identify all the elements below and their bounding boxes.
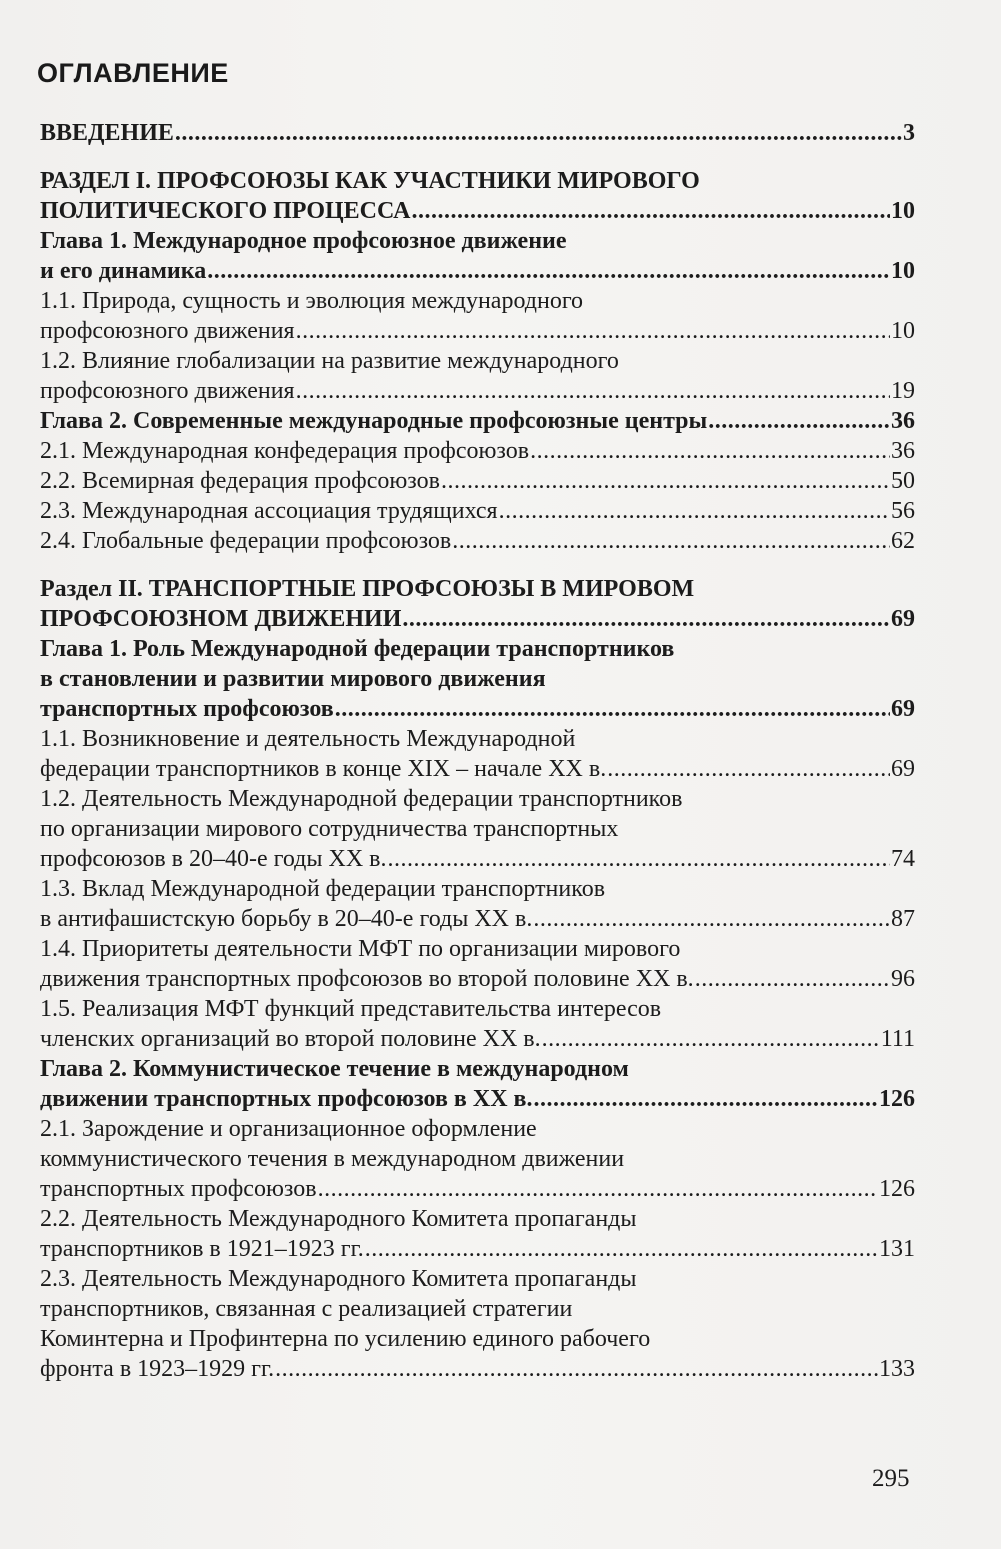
toc-page-number: 126 bbox=[879, 1176, 915, 1202]
toc-entry-leader-row bbox=[40, 844, 915, 874]
toc-entry-line: в антифашистскую борьбу в 20–40-е годы XX в. bbox=[40, 906, 533, 932]
dot-leader bbox=[207, 256, 890, 286]
toc-page-number: 133 bbox=[879, 1356, 915, 1382]
toc-entry bbox=[40, 286, 915, 346]
dot-leader bbox=[695, 964, 890, 994]
toc-entry-leader-row bbox=[40, 964, 915, 994]
dot-leader bbox=[533, 904, 890, 934]
toc-entry-line: фронта в 1923–1929 гг. bbox=[40, 1356, 275, 1382]
toc-entry-line: профсоюзного движения bbox=[40, 378, 295, 404]
toc-entry-line: 2.2. Всемирная федерация профсоюзов bbox=[40, 468, 440, 494]
toc-entry bbox=[40, 934, 915, 994]
toc-page-number: 96 bbox=[891, 966, 915, 992]
toc-entry-leader-row bbox=[40, 1084, 915, 1114]
toc-entry-line: РАЗДЕЛ I. ПРОФСОЮЗЫ КАК УЧАСТНИКИ МИРОВОГО bbox=[40, 168, 700, 194]
toc-entry-leader-row bbox=[40, 376, 915, 406]
toc-entry-leader-row bbox=[40, 496, 915, 526]
toc-page-number: 87 bbox=[891, 906, 915, 932]
toc-entry bbox=[40, 436, 915, 466]
dot-leader bbox=[275, 1354, 878, 1384]
toc-page-number: 74 bbox=[891, 846, 915, 872]
toc-entry-line: 2.3. Международная ассоциация трудящихся bbox=[40, 498, 498, 524]
toc-entry-line: движении транспортных профсоюзов в XX в. bbox=[40, 1086, 533, 1112]
toc-page-number: 131 bbox=[879, 1236, 915, 1262]
toc-page-number: 56 bbox=[891, 498, 915, 524]
dot-leader bbox=[499, 496, 890, 526]
toc-entry bbox=[40, 406, 915, 436]
toc-entry bbox=[40, 634, 915, 724]
toc-entry-leader-row bbox=[40, 754, 915, 784]
dot-leader bbox=[296, 376, 890, 406]
toc-page-number: 3 bbox=[903, 120, 915, 146]
toc-entry bbox=[40, 784, 915, 874]
toc-entry bbox=[40, 874, 915, 934]
toc-entry-line: 2.1. Зарождение и организационное оформление bbox=[40, 1116, 537, 1142]
dot-leader bbox=[607, 754, 890, 784]
toc-entry-leader-row bbox=[40, 694, 915, 724]
dot-leader bbox=[175, 118, 902, 148]
toc-entry-line: 1.2. Деятельность Международной федерации транспортников bbox=[40, 786, 683, 812]
dot-leader bbox=[530, 436, 890, 466]
toc-entry-line: профсоюзного движения bbox=[40, 318, 295, 344]
toc-entry-line: транспортников, связанная с реализацией стратегии bbox=[40, 1296, 573, 1322]
toc-page-number: 126 bbox=[879, 1086, 915, 1112]
dot-leader bbox=[335, 694, 890, 724]
dot-leader bbox=[441, 466, 890, 496]
toc-page-number: 62 bbox=[891, 528, 915, 554]
dot-leader bbox=[708, 406, 890, 436]
toc-page-number: 10 bbox=[891, 198, 915, 224]
toc-entry-line: профсоюзов в 20–40-е годы XX в. bbox=[40, 846, 387, 872]
toc-entry-leader-row bbox=[40, 604, 915, 634]
toc-entry-line: и его динамика bbox=[40, 258, 207, 284]
toc-entry-line: 1.2. Влияние глобализации на развитие международного bbox=[40, 348, 619, 374]
toc-page-number: 69 bbox=[891, 696, 915, 722]
toc-entry-line: членских организаций во второй половине XX в. bbox=[40, 1026, 541, 1052]
toc-entry bbox=[40, 226, 915, 286]
toc-entry-line: Раздел II. ТРАНСПОРТНЫЕ ПРОФСОЮЗЫ В МИРОВОМ bbox=[40, 576, 695, 602]
toc-entry-line: 1.1. Природа, сущность и эволюция международного bbox=[40, 288, 584, 314]
toc-entry-line: федерации транспортников в конце XIX – начале XX в. bbox=[40, 756, 607, 782]
dot-leader bbox=[318, 1174, 878, 1204]
page-number: 295 bbox=[872, 1465, 910, 1492]
toc-entry bbox=[40, 466, 915, 496]
toc-entry-leader-row bbox=[40, 316, 915, 346]
toc-entry-leader-row bbox=[40, 406, 915, 436]
toc-entry-leader-row bbox=[40, 526, 915, 556]
toc-entry-line: 2.3. Деятельность Международного Комитета пропаганды bbox=[40, 1266, 637, 1292]
toc-entry bbox=[40, 1054, 915, 1114]
toc-page-number: 69 bbox=[891, 756, 915, 782]
toc-page-number: 50 bbox=[891, 468, 915, 494]
toc-page-number: 111 bbox=[880, 1026, 915, 1052]
dot-leader bbox=[411, 196, 890, 226]
toc-entry-leader-row bbox=[40, 1024, 915, 1054]
toc-entry-line: 1.1. Возникновение и деятельность Международной bbox=[40, 726, 576, 752]
toc-entry-line: в становлении и развитии мирового движения bbox=[40, 666, 546, 692]
toc-entry-line: 2.2. Деятельность Международного Комитета пропаганды bbox=[40, 1206, 637, 1232]
toc-page-number: 36 bbox=[891, 438, 915, 464]
toc-entry-leader-row bbox=[40, 118, 915, 148]
toc-entry-line: коммунистического течения в международном движении bbox=[40, 1146, 625, 1172]
dot-leader bbox=[452, 526, 890, 556]
dot-leader bbox=[534, 1084, 878, 1114]
dot-leader bbox=[402, 604, 890, 634]
dot-leader bbox=[365, 1234, 878, 1264]
toc-entry bbox=[40, 724, 915, 784]
toc-entry bbox=[40, 1114, 915, 1204]
toc-entry-line: ПОЛИТИЧЕСКОГО ПРОЦЕССА bbox=[40, 198, 411, 224]
toc-entry-leader-row bbox=[40, 1354, 915, 1384]
toc-entry-leader-row bbox=[40, 196, 915, 226]
toc-entry-leader-row bbox=[40, 466, 915, 496]
toc-entry-line: движения транспортных профсоюзов во второй половине XX в. bbox=[40, 966, 694, 992]
toc-page-number: 36 bbox=[891, 408, 915, 434]
dot-leader bbox=[296, 316, 890, 346]
toc-entry-leader-row bbox=[40, 1174, 915, 1204]
toc-entry-line: 1.4. Приоритеты деятельности МФТ по организации мирового bbox=[40, 936, 681, 962]
toc-entry-leader-row bbox=[40, 256, 915, 286]
toc-entry-leader-row bbox=[40, 904, 915, 934]
toc-page-number: 10 bbox=[891, 258, 915, 284]
toc-entry bbox=[40, 1264, 915, 1384]
toc-entry-line: 1.3. Вклад Международной федерации транспортников bbox=[40, 876, 606, 902]
toc-entry-leader-row bbox=[40, 436, 915, 466]
toc-entry-line: Глава 2. Современные международные профсоюзные центры bbox=[40, 408, 708, 434]
toc-entry-line: транспортных профсоюзов bbox=[40, 1176, 317, 1202]
toc-page-number: 69 bbox=[891, 606, 915, 632]
toc-entry-line: 1.5. Реализация МФТ функций представительства интересов bbox=[40, 996, 662, 1022]
toc-entry bbox=[40, 574, 915, 634]
toc-entry-line: 2.4. Глобальные федерации профсоюзов bbox=[40, 528, 452, 554]
toc-page-number: 19 bbox=[891, 378, 915, 404]
dot-leader bbox=[542, 1024, 880, 1054]
toc-entry bbox=[40, 994, 915, 1054]
toc-entry-line: транспортников в 1921–1923 гг. bbox=[40, 1236, 364, 1262]
toc-entry-line: ВВЕДЕНИЕ bbox=[40, 120, 174, 146]
toc-entry bbox=[40, 496, 915, 526]
dot-leader bbox=[388, 844, 890, 874]
toc-entry bbox=[40, 1204, 915, 1264]
toc-entry bbox=[40, 166, 915, 226]
toc-entry bbox=[40, 346, 915, 406]
toc-entry-line: Глава 2. Коммунистическое течение в международном bbox=[40, 1056, 629, 1082]
toc-entry bbox=[40, 526, 915, 556]
toc-entry-line: Глава 1. Международное профсоюзное движение bbox=[40, 228, 567, 254]
toc-entry-line: Глава 1. Роль Международной федерации транспортников bbox=[40, 636, 675, 662]
toc-entry-leader-row bbox=[40, 1234, 915, 1264]
toc-entry-line: транспортных профсоюзов bbox=[40, 696, 334, 722]
toc-page-number: 10 bbox=[891, 318, 915, 344]
toc-entry bbox=[40, 118, 915, 148]
toc-entry-line: ПРОФСОЮЗНОМ ДВИЖЕНИИ bbox=[40, 606, 402, 632]
toc-entry-line: по организации мирового сотрудничества транспортных bbox=[40, 816, 619, 842]
toc-entry-line: 2.1. Международная конфедерация профсоюзов bbox=[40, 438, 530, 464]
toc-heading: ОГЛАВЛЕНИЕ bbox=[37, 58, 229, 88]
table-of-contents bbox=[40, 118, 915, 1384]
toc-entry-line: Коминтерна и Профинтерна по усилению единого рабочего bbox=[40, 1326, 651, 1352]
